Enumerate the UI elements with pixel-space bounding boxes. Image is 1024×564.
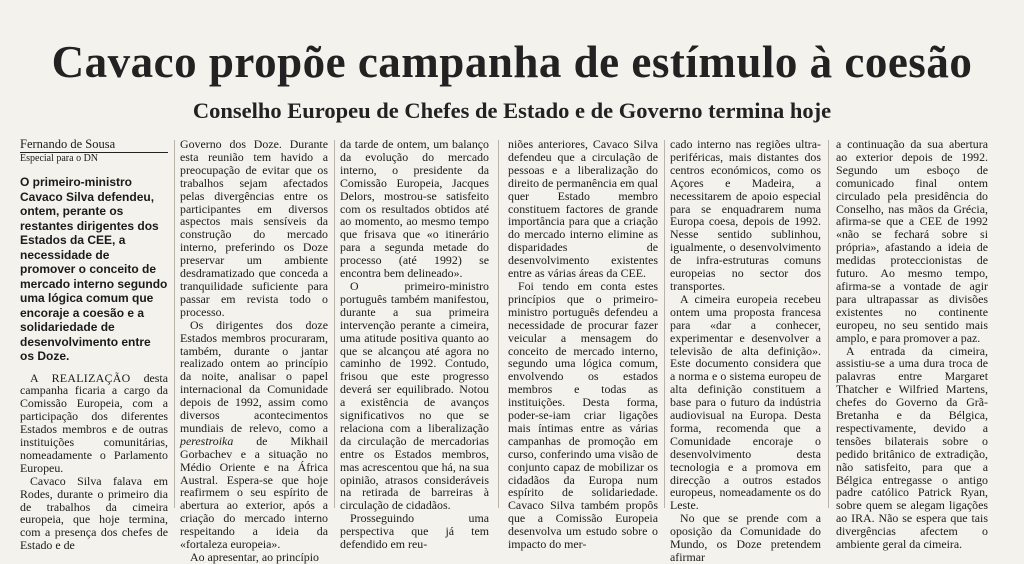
paragraph: Governo dos Doze. Durante esta reunião tem havido a preocupação de evitar que os trabalhos sejam afectados pelas divergências entre os participantes em diversos aspectos mais sensíveis da construção do mercado interno, preferindo os Doze preservar um ambiente desdramatizado que conceda a tranquilidade suficiente para passar em revista todo o processo. (180, 137, 328, 319)
paragraph: niões anteriores, Cavaco Silva defendeu que a circulação de pessoas e a liberalização do direito de permanência em qual quer Estado membro constituem factores de grande importância para que a criação do mercado interno elimine as disparidades de desenvolvimento existentes entre as várias áreas da CEE. (508, 137, 658, 281)
column-rule (664, 140, 665, 508)
paragraph: Ao apresentar, ao princípio (190, 550, 319, 564)
paragraph: a continuação da sua abertura ao exterior depois de 1992. Segundo um esboço de comunicado final ontem circulado pela presidência do Conselho, nas mãos da Grécia, afirma-se que a CEE de 1992 «não se fechará sobre si própria», afastando a ideia de medidas proteccionistas de futuro. Ao mesmo tempo, afirma-se a vontade de agir para ultrapassar as divisões existentes no continente europeu, no seu sentido mais amplo, e para promover a paz. (836, 137, 988, 345)
column-rule (334, 140, 335, 508)
paragraph-text: desta campanha ficaria a cargo da Comissão Europeia, com a participação dos diferentes Estados membros e de outras instituições comunitárias, nomeadamente o Parlamento Europeu. (20, 370, 168, 475)
paragraph-lead-in: A REALIZAÇÃO (30, 370, 131, 385)
article-column-4 (508, 137, 658, 552)
article-column-1 (20, 137, 168, 553)
paragraph: Foi tendo em conta estes princípios que o primeiro-ministro português defendeu a necessidade de procurar fazer veicular a mensagem do conceito de mercado interno, segundo uma lógica comum, envolvendo os estados membros e todas as instituições. Desta forma, poder-se-iam criar ligações mais íntimas entre as várias campanhas de promoção em curso, conferindo uma visão de conjunto capaz de mobilizar os cidadãos da Europa num espírito de solidariedade. Cavaco Silva também propôs que a Comissão Europeia desenvolva um estudo sobre o impacto do mer- (508, 278, 658, 552)
paragraph: A cimeira europeia recebeu ontem uma proposta francesa para «dar a conhecer, experimentar e desenvolver a televisão de alta definição». Este documento considera que a norma e o sistema europeu de alta definição constituem a base para o futuro da indústria audiovisual na Europa. Desta forma, recomenda que a Comunidade encoraje o desenvolvimento desta tecnologia e a promova em direcção a outros estados europeus, nomeadamente os do Leste. (670, 291, 821, 513)
article-column-2 (180, 137, 328, 564)
article-column-5 (670, 137, 821, 564)
italic-term: perestroika (180, 433, 234, 448)
column-rule (828, 140, 829, 508)
paragraph: Cavaco Silva falava em Rodes, durante o primeiro dia de trabalhos da cimeira europeia, que hoje termina, com a presença dos chefes de Estado e de (20, 473, 168, 553)
paragraph: da tarde de ontem, um balanço da evolução do mercado interno, o presidente da Comissão Europeia, Jacques Delors, mostrou-se satisfeito com os resultados obtidos até ao momento, ao mesmo tempo que frisava que «o itinerário para a segunda metade do processo (até 1992) se encontra bem delineado». (340, 137, 489, 281)
column-rule (498, 140, 499, 508)
article-column-6 (836, 137, 988, 552)
lead-paragraph: O primeiro-ministro Cavaco Silva defendeu, ontem, perante os restantes dirigentes dos Estados da CEE, a necessidade de promover o conceito de mercado interno segundo uma lógica comum que encoraje a coesão e a solidariedade de desenvolvimento entre os Doze. (20, 175, 168, 363)
headline: Cavaco propõe campanha de estímulo à coesão (51, 37, 973, 87)
subheadline: Conselho Europeu de Chefes de Estado e de Governo termina hoje (192, 98, 832, 123)
byline-author: Fernando de Sousa (20, 138, 168, 153)
paragraph-text: de Mikhail Gorbachev e a situação no Médio Oriente e na África Austral. Espera-se que hoje reafirmem o seu espírito de abertura ao exterior, após a criação do mercado interno respeitando a ideia da «fortaleza europeia». (180, 433, 328, 552)
paragraph (20, 372, 168, 475)
paragraph: No que se prende com a oposição da Comunidade do Mundo, os Doze pretendem afirmar (670, 511, 821, 564)
paragraph-text: Os dirigentes dos doze Estados membros procuraram, também, durante o jantar realizado ontem ao princípio da noite, analisar o papel internacional da Comunidade depois de 1992, assim como diversos acontecimentos mundiais de relevo, como a (180, 317, 328, 435)
article-column-3 (340, 137, 489, 552)
paragraph: A entrada da cimeira, assistiu-se a uma dura troca de palavras entre Margaret Thatcher e Wilfried Martens, chefes do Governo da Grã-Bretanha e da Bélgica, respectivamente, devido a tensões bilaterais sobre o pedido britânico de extradição, não satisfeito, para que a Bélgica entregasse o antigo padre católico Patrick Ryan, sobre quem se alegam ligações ao IRA. Não se espera que tais divergências afectem o ambiente geral da cimeira. (836, 343, 988, 552)
paragraph: Prosseguindo uma perspectiva que já tem defendido em reu- (340, 511, 489, 552)
column-rule (174, 140, 175, 508)
byline-role: Especial para o DN (20, 153, 99, 164)
paragraph (180, 319, 328, 551)
paragraph: cado interno nas regiões ultra-periféricas, mais distantes dos centros económicos, como os Açores e Madeira, a necessitarem de apoio especial para se enquadrarem numa Europa coesa, depois de 1992. Nesse sentido sublinhou, igualmente, o desenvolvimento de infra-estruturas comuns europeias no sector dos transportes. (670, 137, 821, 293)
paragraph: O primeiro-ministro português também manifestou, durante a sua primeira intervenção perante a cimeira, uma atitude positiva quanto ao que se alcançou até agora no caminho de 1992. Contudo, frisou que este progresso deverá ser equilibrado. Notou a existência de avanços significativos no que se relaciona com a liberalização da circulação de mercadorias entre os Estados membros, mas acrescentou que há, na sua opinião, atrasos consideráveis na retirada de barreiras à circulação de cidadãos. (340, 278, 489, 513)
